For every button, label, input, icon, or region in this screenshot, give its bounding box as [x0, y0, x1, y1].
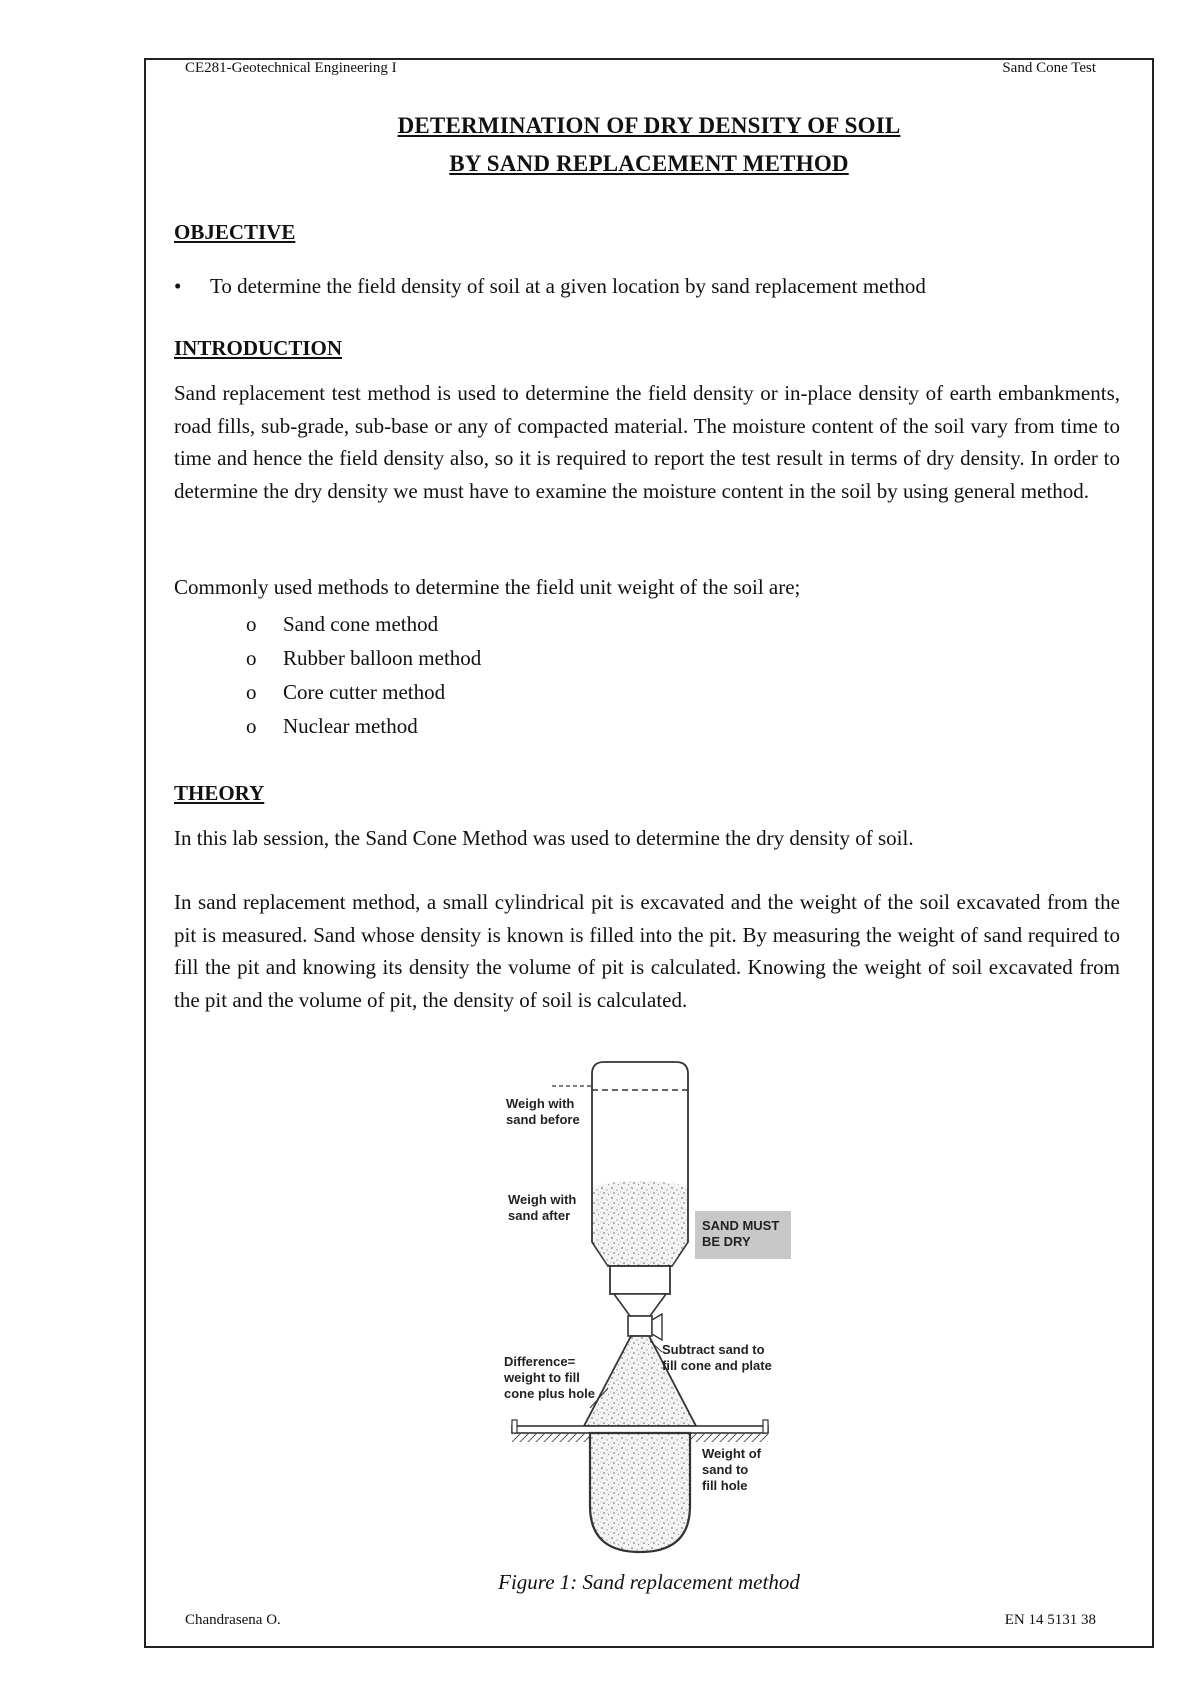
- footer-author: Chandrasena O.: [185, 1612, 281, 1628]
- methods-list: [246, 607, 481, 743]
- theory-paragraph-1: In this lab session, the Sand Cone Method was used to determine the dry density of soil.: [174, 826, 914, 850]
- objective-item: [174, 274, 926, 299]
- objective-heading: OBJECTIVE: [174, 220, 296, 244]
- list-marker-icon: o: [246, 680, 257, 704]
- list-marker-icon: o: [246, 612, 257, 636]
- label-sand-must-be-dry: SAND MUST: [702, 1218, 780, 1233]
- list-item: o Sand cone method: [246, 607, 481, 641]
- svg-text:fill cone and plate: fill cone and plate: [662, 1358, 772, 1373]
- svg-text:sand to: sand to: [702, 1462, 749, 1477]
- introduction-paragraph: Sand replacement test method is used to determine the field density or in-place density of earth embankments, road fills, sub-grade, sub-base or any of compacted material. The moisture content of the soil vary from time to time and hence the field density also, so it is required to report the test result in terms of dry density. In order to determine the dry density we must have to examine the moisture content in the soil by using general method.: [174, 381, 1120, 503]
- label-weigh-before: Weigh with: [506, 1096, 575, 1111]
- methods-intro: Commonly used methods to determine the field unit weight of the soil are;: [174, 575, 801, 599]
- svg-text:fill hole: fill hole: [702, 1478, 748, 1493]
- label-weight-to-fill-hole: Weight of: [702, 1446, 761, 1461]
- figure-caption: Figure 1: Sand replacement method: [498, 1570, 800, 1594]
- title-line-1: DETERMINATION OF DRY DENSITY OF SOIL: [397, 113, 901, 138]
- label-weigh-after: Weigh with: [508, 1192, 577, 1207]
- sand-cone-diagram: [490, 1056, 810, 1560]
- label-difference: Difference=: [504, 1354, 576, 1369]
- list-item: o Nuclear method: [246, 709, 481, 743]
- label-subtract-sand: Subtract sand to: [662, 1342, 765, 1357]
- svg-text:BE DRY: BE DRY: [702, 1234, 751, 1249]
- svg-text:cone plus hole: cone plus hole: [504, 1386, 596, 1401]
- list-marker-icon: o: [246, 646, 257, 670]
- sand-jar: [552, 1062, 688, 1266]
- objective-text: To determine the field density of soil at a given location by sand replacement method: [210, 274, 926, 298]
- valve-assembly: [610, 1266, 670, 1340]
- title-line-2: BY SAND REPLACEMENT METHOD: [449, 151, 849, 176]
- theory-heading: THEORY: [174, 781, 265, 805]
- svg-text:sand before: sand before: [506, 1112, 580, 1127]
- list-marker-icon: o: [246, 714, 257, 738]
- header-test-name: Sand Cone Test: [1002, 60, 1096, 76]
- svg-text:sand after: sand after: [508, 1208, 571, 1223]
- svg-text:weight to fill: weight to fill: [504, 1370, 580, 1385]
- list-item: o Core cutter method: [246, 675, 481, 709]
- test-hole: [590, 1433, 690, 1552]
- theory-paragraph-2: In sand replacement method, a small cylindrical pit is excavated and the weight of the soil excavated from the pit is measured. Sand whose density is known is filled into the pit. By measuring the weight of sand required to fill the pit and knowing its density the volume of pit is calculated. Knowing the weight of soil excavated from the pit and the volume of pit, the density of soil is calculated.: [174, 890, 1120, 1012]
- bullet-icon: •: [174, 274, 182, 298]
- list-item: o Rubber balloon method: [246, 641, 481, 675]
- introduction-heading: INTRODUCTION: [174, 336, 343, 360]
- header-course: CE281-Geotechnical Engineering I: [185, 60, 397, 76]
- footer-reg-number: EN 14 5131 38: [1004, 1612, 1096, 1628]
